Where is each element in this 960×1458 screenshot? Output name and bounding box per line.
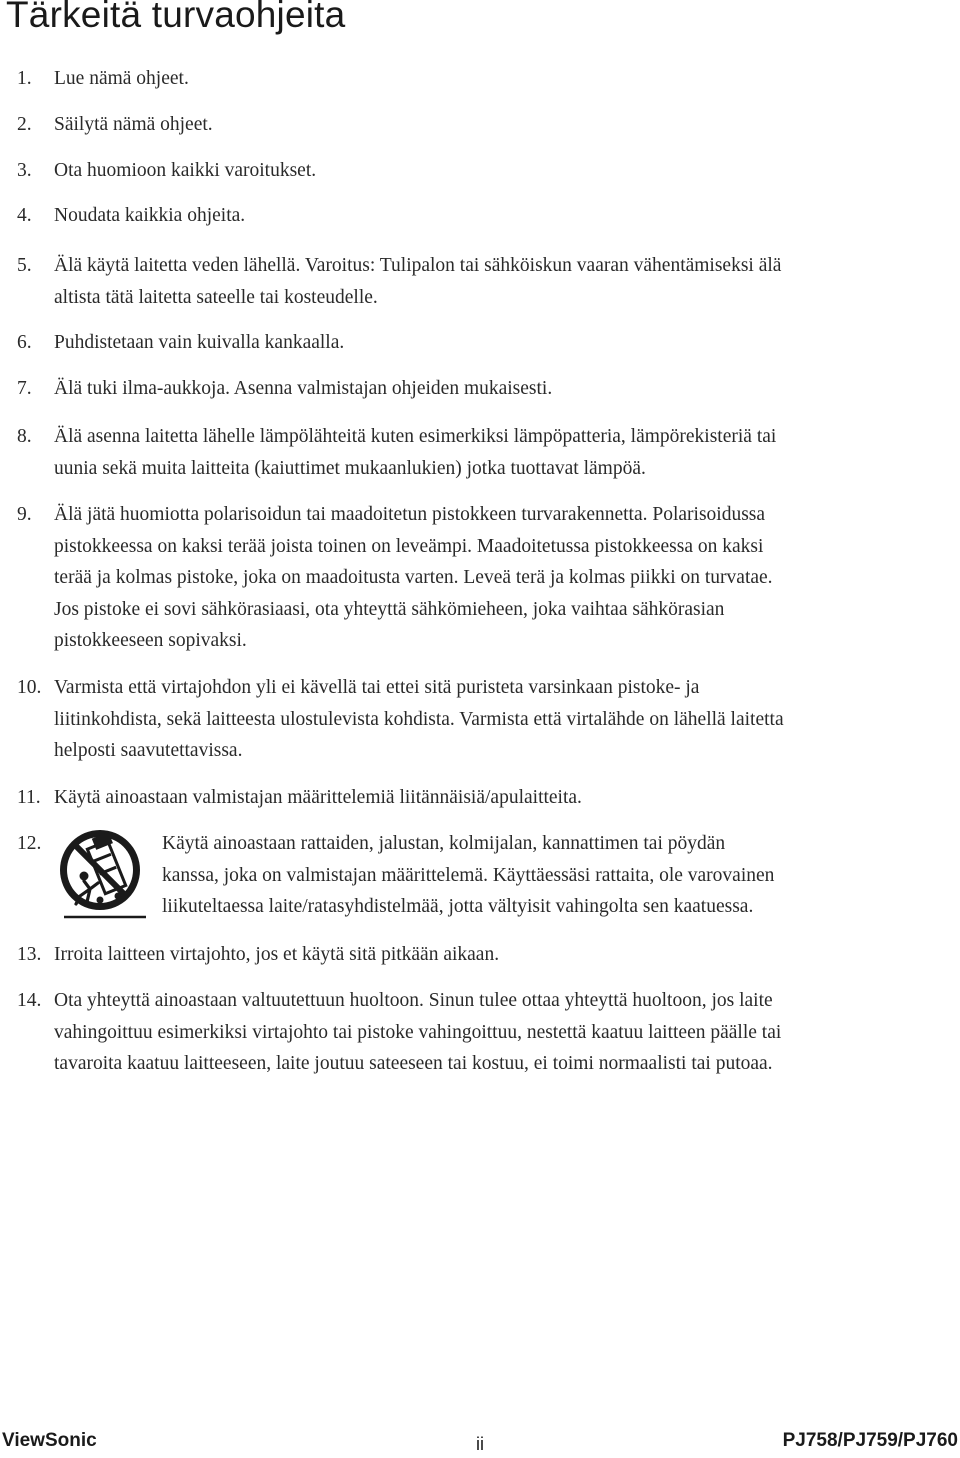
page-title: Tärkeitä turvaohjeita (6, 0, 346, 35)
footer-brand: ViewSonic (2, 1430, 97, 1451)
item-text: Lue nämä ohjeet. (54, 68, 189, 89)
item-text: Käytä ainoastaan rattaiden, jalustan, kolmijalan, kannattimen tai pöydän kanssa, joka on valmistajan määrittelemä. Käyttäessäsi rattaita, ole varovainen liikuteltaessa laite/ratasyhdistelmää, jotta vältyisit vahingolta sen kaatuessa. (162, 833, 775, 917)
item-number: 12. (17, 833, 42, 854)
item-text: Älä jätä huomiotta polarisoidun tai maadoitetun pistokkeen turvarakennetta. Polarisoidussa pistokkeessa on kaksi terää joista toinen on leveämpi. Maadoitetussa pistokkeessa on kaksi terää ja kolmas pistoke, joka on maadoitusta varten. Leveä terä ja kolmas piikki on turvatae. Jos pistoke ei sovi sähkörasiaasi, ota yhteyttä sähkömieheen, joka vaihtaa sähkörasian pistokkeeseen sopivaksi. (54, 504, 773, 651)
item-number: 2. (17, 114, 32, 135)
item-number: 3. (17, 160, 32, 181)
item-number: 5. (17, 255, 32, 276)
cart-tip-over-warning-icon (54, 826, 154, 920)
item-text: Käytä ainoastaan valmistajan määrittelemiä liitännäisiä/apulaitteita. (54, 787, 582, 808)
item-text: Varmista että virtajohdon yli ei kävellä tai ettei sitä puristeta varsinkaan pistoke- ja liitinkohdista, sekä laitteesta ulostulevista kohdista. Varmista että virtalähde on lähellä laitetta helposti saavutettavissa. (54, 677, 784, 761)
item-number: 7. (17, 378, 32, 399)
item-number: 14. (17, 990, 42, 1011)
item-number: 9. (17, 504, 32, 525)
item-text: Älä tuki ilma-aukkoja. Asenna valmistajan ohjeiden mukaisesti. (54, 378, 553, 399)
page-number: ii (476, 1434, 484, 1454)
item-text: Älä käytä laitetta veden lähellä. Varoitus: Tulipalon tai sähköiskun vaaran vähentämiseksi älä altista tätä laitetta sateelle tai kosteudelle. (54, 255, 782, 308)
item-text: Puhdistetaan vain kuivalla kankaalla. (54, 332, 345, 353)
footer-model-numbers: PJ758/PJ759/PJ760 (782, 1430, 958, 1451)
item-number: 10. (17, 677, 42, 698)
item-number: 4. (17, 205, 32, 226)
item-number: 8. (17, 426, 32, 447)
item-number: 13. (17, 944, 42, 965)
item-text: Älä asenna laitetta lähelle lämpölähteitä kuten esimerkiksi lämpöpatteria, lämpörekisteriä tai uunia sekä muita laitteita (kaiuttimet mukaanlukien) jotka tuottavat lämpöä. (54, 426, 777, 479)
item-text: Noudata kaikkia ohjeita. (54, 205, 246, 226)
item-text: Ota yhteyttä ainoastaan valtuutettuun huoltoon. Sinun tulee ottaa yhteyttä huoltoon, jos laite vahingoittuu esimerkiksi virtajohto tai pistoke vahingoittuu, nestettä kaatuu laitteen päälle tai tavaroita kaatuu laitteeseen, laite joutuu sateeseen tai kostuu, ei toimi normaalisti tai putoaa. (54, 990, 782, 1074)
item-text: Säilytä nämä ohjeet. (54, 114, 213, 135)
item-number: 1. (17, 68, 32, 89)
item-number: 11. (17, 787, 41, 808)
item-number: 6. (17, 332, 32, 353)
item-text: Ota huomioon kaikki varoitukset. (54, 160, 317, 181)
item-text: Irroita laitteen virtajohto, jos et käytä sitä pitkään aikaan. (54, 944, 500, 965)
